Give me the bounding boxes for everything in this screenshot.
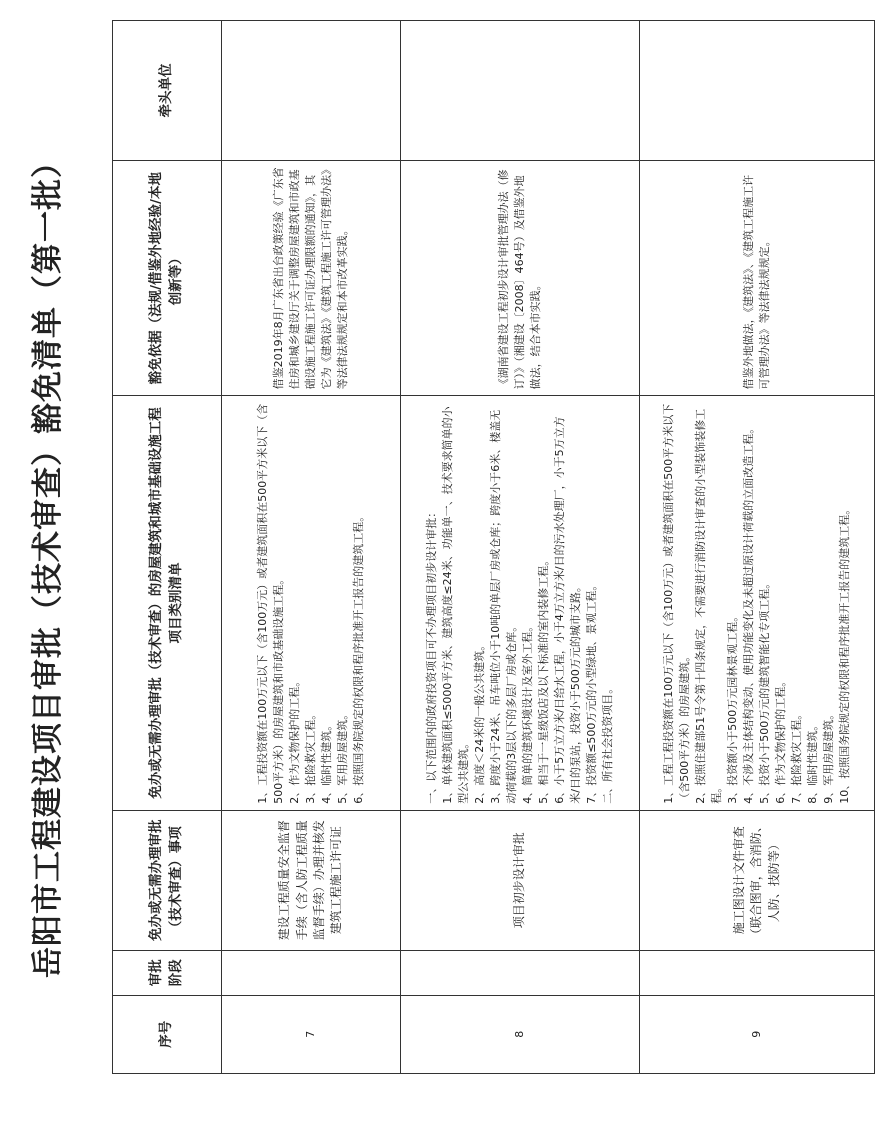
- row-item: 施工图设计文件审查（联合图审，含消防、人防、技防等）: [640, 810, 875, 950]
- list-item: 4、临时性建筑。: [319, 719, 333, 804]
- list-item: 4、不涉及主体结构变动、使用功能变化及未超过原设计荷载的立面改造工程。: [742, 422, 756, 804]
- list-item: 5、军用房屋建筑。: [335, 708, 349, 804]
- list-item: 5、投资小于500万元的建筑智能化专项工程。: [758, 577, 771, 804]
- header-basis: 豁免依据（法规/借鉴外地经验/本地创新等）: [113, 161, 222, 396]
- exemption-table: [112, 20, 875, 1074]
- list-item: 1、工程工程投资额在100万元以下（含100万元）或者建筑面积在500平方米以下（含500平方米）的房屋建筑。: [662, 403, 692, 804]
- list-item: 3、投资额小于500万元园林景观工程。: [726, 610, 740, 804]
- list-item: 1、工程投资额在100万元以下（含100万元）或者建筑面积在500平方米以下（含500平方米）的房屋建筑和市政基础设施工程。: [256, 403, 286, 804]
- header-stage: 审批阶段: [113, 950, 222, 995]
- list-item: 2、高度＜24米的一般公共建筑。: [473, 639, 487, 804]
- list-item: 3、跨度小于24米、吊车吨位小于10吨的单层厂房或仓库；跨度小于6米、楼盖无动荷载的3层以下的多层厂房或仓库。: [489, 409, 519, 804]
- list-item: 2、作为文物保护的工程。: [288, 675, 302, 804]
- table-row: [640, 21, 875, 1074]
- table-header-row: [113, 21, 222, 1074]
- list-item: 6、小于5万立方米/日给水工程，小于4万立方米/日的污水处理厂，小于5万立方米/日的泵站，投资小于500万元的城市支路。: [552, 416, 582, 804]
- row-number: 8: [401, 995, 640, 1073]
- table-row: [222, 21, 401, 1074]
- list-item: 7、投资额≤500万元的小型绿地、景观工程。: [584, 579, 598, 804]
- list-item: 6、按照国务院规定的权限和程序批准开工报告的建筑工程。: [351, 510, 365, 804]
- list-item: 4、简单的建筑环境设计及室外工程。: [521, 620, 534, 804]
- list-item: 1、单体建筑面积≤5000平方米、建筑高度≤24米、功能单一、技术要求简单的小型公共建筑。: [441, 406, 471, 804]
- row-basis: 借鉴2019年8月广东省出台政策经验《广东省住房和城乡建设厅关于调整房屋建筑和市政基础设施工程施工许可证办理限额的通知》，其它为《建筑法》《建筑工程施工许可管理办法》等法律法规规定和本市改革实践。: [222, 161, 401, 396]
- header-list: 免办或无需办理审批（技术审查）的房屋建筑和城市基础设施工程项目类别清单: [113, 396, 222, 810]
- list-item: 二、所有社会投资项目。: [600, 682, 614, 804]
- list-item: 一、以下范围内的政府投资项目可不办理项目初步设计审批：: [425, 506, 439, 804]
- table-row: [401, 21, 640, 1074]
- row-basis: 借鉴外地做法，《建筑法》、《建筑工程施工许可管理办法》等法律法规规定。: [640, 161, 875, 396]
- row-list: [401, 396, 640, 810]
- list-item: 6、作为文物保护的工程。: [773, 675, 787, 804]
- row-stage: [401, 950, 640, 995]
- list-item: 10、按照国务院规定的权限和程序批准开工报告的建筑工程。: [837, 503, 851, 804]
- list-item: 9、军用房屋建筑。: [821, 708, 835, 804]
- row-number: 7: [222, 995, 401, 1073]
- row-list: [640, 396, 875, 810]
- list-item: 5、相当于一星级饭店及以下标准的室内装修工程。: [536, 554, 550, 804]
- row-basis: 《湖南省建设工程初步设计审批管理办法（修订）》（湘建设〔2008〕464号）及借鉴外地做法，结合本市实践。: [401, 161, 640, 396]
- row-stage: [640, 950, 875, 995]
- row-item: 建设工程质量安全监督手续（含人防工程质量监督手续）办理并核发建筑工程施工许可证: [222, 810, 401, 950]
- list-item: 2、按照住建部51号令第十四条规定，不需要进行消防设计审查的小型装饰装修工程。: [694, 408, 724, 804]
- document-title: 岳阳市工程建设项目审批（技术审查）豁免清单（第一批）: [30, 146, 66, 978]
- row-list: [222, 396, 401, 810]
- row-dept: [222, 21, 401, 161]
- row-dept: [640, 21, 875, 161]
- list-item: 3、抢险救灾工程。: [304, 708, 318, 804]
- list-item: 7、抢险救灾工程。: [789, 708, 803, 804]
- row-item: 项目初步设计审批: [401, 810, 640, 950]
- header-dept: 牵头单位: [113, 21, 222, 161]
- row-number: 9: [640, 995, 875, 1073]
- header-item: 免办或无需办理审批（技术审查）事项: [113, 810, 222, 950]
- header-no: 序号: [113, 995, 222, 1073]
- list-item: 8、临时性建筑。: [805, 719, 819, 804]
- row-dept: [401, 21, 640, 161]
- row-stage: [222, 950, 401, 995]
